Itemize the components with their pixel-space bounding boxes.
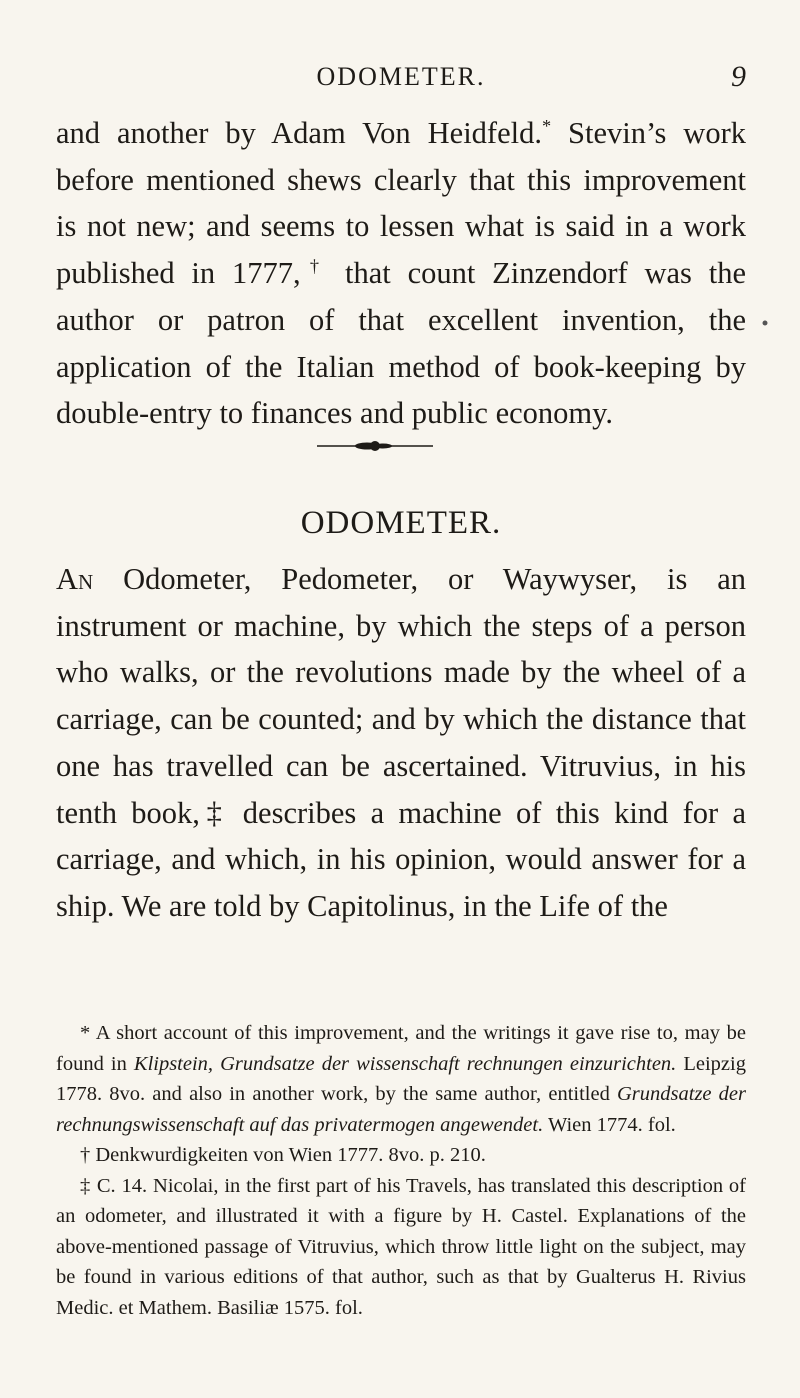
footnote-2 <box>56 1140 746 1171</box>
lead-word: An <box>56 562 94 596</box>
running-head-title: ODOMETER. <box>316 62 486 91</box>
footnote-text: Leipzig 1778. 8vo. and also in another work, by the same author, entitled <box>56 1052 746 1105</box>
footnote-text: C. 14. Nicolai, in the first part of his Travels, has translated this description of an odometer, and illustrated it with a figure by H. Castel. Explanations of the above-mentioned passage of Vitruvius, which throw little light on the subject, may be found in various editions of that author, such as that by Gualterus H. Rivius Medic. et Mathem. Basiliæ 1575. fol. <box>56 1174 747 1319</box>
margin-speck <box>760 318 770 328</box>
paragraph-text: Odometer, Pedometer, or Waywyser, is an instrument or machine, by which the steps of a person who walks, or the revolutions made by the wheel of a carriage, can be counted; and by which the distance that one has travelled can be ascertained. Vitruvius, in his tenth book, <box>56 562 746 830</box>
running-head <box>56 62 746 102</box>
footnote-3 <box>56 1171 746 1324</box>
paragraph-text: Stevin’s work before mentioned shews clearly that this improvement is not new; and seems to lessen what is said in a work published in 1777, <box>56 116 746 291</box>
footnote-mark: ‡ <box>199 795 229 830</box>
paragraph-text: describes a machine of this kind for a carriage, and which, in his opinion, would answer for a ship. We are told by Capitolinus, in the Life of the <box>56 795 746 923</box>
paragraph-odometer <box>56 556 746 930</box>
footnote-mark: † <box>300 255 329 276</box>
section-divider-ornament <box>315 438 435 454</box>
footnote-mark: ‡ <box>80 1174 91 1197</box>
section-heading: ODOMETER. <box>300 505 502 541</box>
footnote-text: A short account of this improvement, and the writings it gave rise to, may be found in <box>56 1022 746 1075</box>
paragraph-text: and another by Adam Von Heidfeld. <box>56 116 542 150</box>
footnote-mark: * <box>541 115 552 136</box>
paragraph-text: that count Zinzendorf was the author or patron of that excellent invention, the application of the Italian method of book-keeping by double-entry to finances and public economy. <box>56 256 746 431</box>
footnote-text: Denkwurdigkeiten von Wien 1777. 8vo. p. 210. <box>90 1144 486 1166</box>
footnote-text: Wien 1774. fol. <box>543 1113 676 1136</box>
page-number: 9 <box>731 60 746 93</box>
book-title: Grundsatze der rechnungswissenschaft auf das privatermogen angewendet. <box>56 1083 746 1136</box>
footnotes <box>56 1018 746 1323</box>
footnote-1 <box>56 1018 746 1140</box>
footnote-mark: * <box>80 1022 91 1044</box>
paragraph-continued <box>56 110 746 437</box>
book-title: Klipstein, Grundsatze der wissenschaft rechnungen einzurichten. <box>133 1052 677 1075</box>
footnote-mark: † <box>80 1144 91 1166</box>
